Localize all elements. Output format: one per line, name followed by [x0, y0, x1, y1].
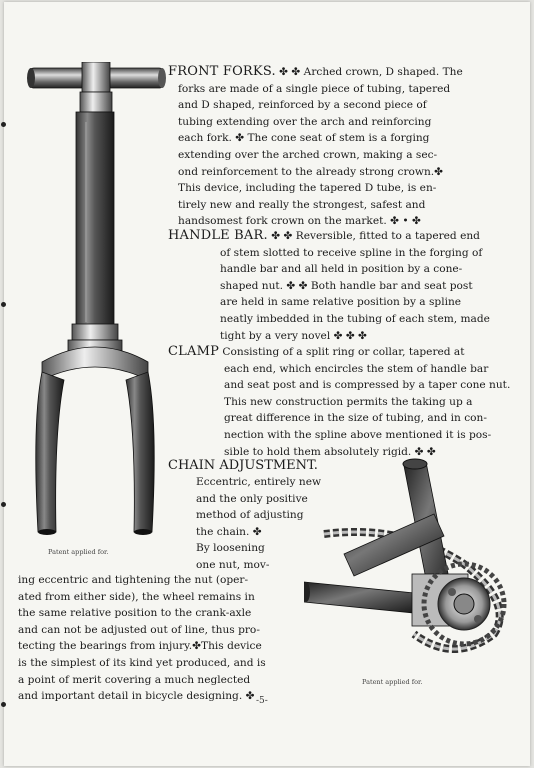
- section-line: neatly imbedded in the tubing of each stem, made: [220, 312, 490, 325]
- section-line: Arched crown, D shaped. The: [303, 66, 463, 78]
- catalog-page: [4, 2, 530, 766]
- section-line: is the simplest of its kind yet produced, and is: [18, 656, 266, 669]
- front-forks-first-line: [168, 64, 512, 81]
- section-line: Reversible, fitted to a tapered end: [295, 230, 480, 242]
- section-line: shaped nut. ✤ ✤ Both handle bar and seat post: [220, 279, 473, 292]
- section-line: handle bar and all held in position by a cone-: [220, 263, 463, 276]
- handle-bar-first-line: [168, 228, 512, 245]
- section-line: This new construction permits the taking up a: [224, 395, 473, 408]
- handle-bar-section: [168, 228, 512, 344]
- ornament: ✤ ✤: [271, 230, 293, 242]
- section-line: This device, including the tapered D tube, is en-: [178, 182, 437, 195]
- section-line: method of adjusting: [196, 509, 304, 522]
- section-line: ing eccentric and tightening the nut (oper-: [18, 574, 249, 586]
- binding-hole: [1, 302, 6, 307]
- section-line: nection with the spline above mentioned it is pos-: [224, 428, 492, 441]
- section-line: Consisting of a split ring or collar, tapered at: [222, 346, 465, 358]
- section-line: tubing extending over the arch and reinforcing: [178, 115, 432, 128]
- chain-adjustment-heading: CHAIN ADJUSTMENT.: [168, 458, 318, 473]
- binding-hole: [1, 122, 6, 127]
- section-line: one nut, mov-: [196, 558, 270, 571]
- front-forks-section: [168, 64, 512, 230]
- section-line: tight by a very novel ✤ ✤ ✤: [220, 329, 367, 342]
- binding-hole: [1, 702, 6, 707]
- section-line: ond reinforcement to the already strong crown.✤: [178, 165, 444, 178]
- section-line: and D shaped, reinforced by a second piece of: [178, 99, 427, 112]
- section-line: the same relative position to the crank-axle: [18, 607, 252, 620]
- chain-adjustment-wide-text: [18, 572, 298, 705]
- section-line: and seat post and is compressed by a taper cone nut.: [224, 379, 511, 392]
- section-line: ated from either side), the wheel remains in: [18, 590, 255, 603]
- section-line: handsomest fork crown on the market. ✤ • ✤: [178, 215, 421, 228]
- section-line: of stem slotted to receive spline in the forging of: [220, 246, 483, 259]
- clamp-first-line: [168, 344, 512, 361]
- section-line: each end, which encircles the stem of handle bar: [224, 362, 489, 375]
- clamp-heading: CLAMP: [168, 344, 220, 359]
- section-line: forks are made of a single piece of tubing, tapered: [178, 82, 451, 95]
- section-line: great difference in the size of tubing, and in con-: [224, 412, 487, 425]
- section-line: By loosening: [196, 542, 265, 555]
- section-line: Eccentric, entirely new: [196, 476, 322, 488]
- section-line: extending over the arched crown, making a sec-: [178, 148, 438, 161]
- section-line: are held in same relative position by a spline: [220, 296, 462, 309]
- section-line: tirely new and really the strongest, safest and: [178, 198, 426, 211]
- handle-bar-heading: HANDLE BAR.: [168, 228, 268, 243]
- section-line: the chain. ✤: [196, 525, 262, 538]
- section-line: a point of merit covering a much neglected: [18, 673, 251, 686]
- front-forks-heading: FRONT FORKS.: [168, 64, 276, 79]
- section-line: sible to hold them absolutely rigid. ✤ ✤: [224, 445, 436, 458]
- ornament: ✤ ✤: [279, 66, 301, 78]
- fork-patent-caption: Patent applied for.: [48, 548, 109, 556]
- section-line: tecting the bearings from injury.✤This device: [18, 640, 262, 653]
- section-line: and the only positive: [196, 492, 308, 505]
- chain-patent-caption: Patent applied for.: [362, 678, 423, 686]
- section-line: each fork. ✤ The cone seat of stem is a forging: [178, 132, 430, 145]
- chain-adjustment-illustration: [304, 454, 524, 674]
- binding-hole: [1, 502, 6, 507]
- clamp-section: [168, 344, 512, 460]
- page-number: -5-: [256, 696, 268, 706]
- section-line: and can not be adjusted out of line, thus pro-: [18, 623, 260, 636]
- front-fork-illustration: [24, 62, 174, 542]
- section-line: and important detail in bicycle designing. ✤: [18, 690, 255, 703]
